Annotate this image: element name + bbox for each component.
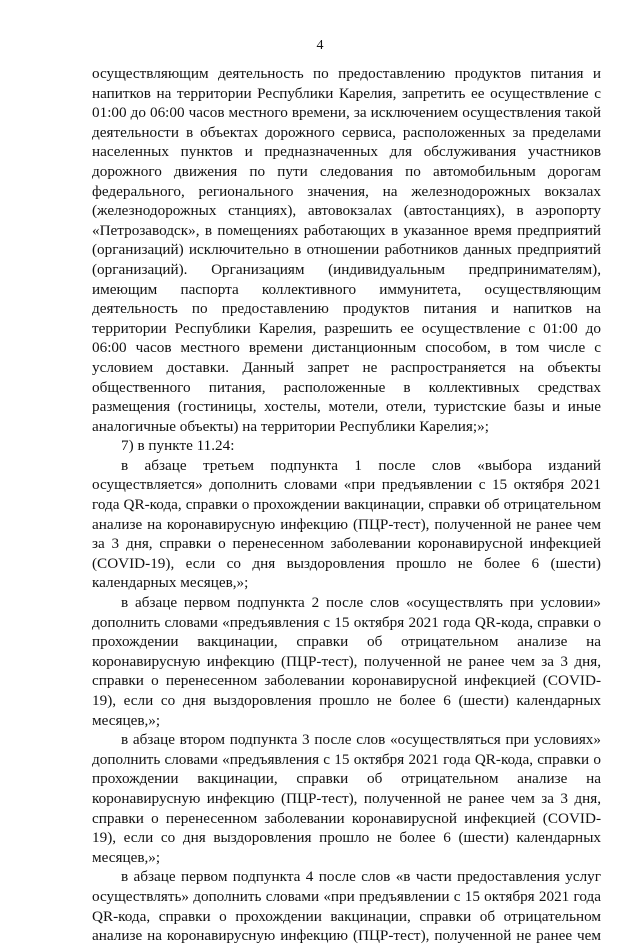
paragraph-item-7: 7) в пункте 11.24: [121, 437, 235, 455]
paragraph-subitem-1: в абзаце третьем подпункта 1 после слов «выбора изданий осуществляется» дополнить словами «при предъявлении с 15 октября 2021 года QR-кода, справки о прохождении вакцинации, справки об отрицательном анализе на коронавирусную инфекцию (ПЦР-тест), полученной не ранее чем за 3 дня, справки о перенесенном заболевании коронавирусной инфекцией (COVID-19), если со дня выздоровления прошло не более 6 (шести) календарных месяцев,»; [92, 456, 601, 592]
paragraph-subitem-4: в абзаце первом подпункта 4 после слов «в части предоставления услуг осуществлять» дополнить словами «при предъявлении с 15 октября 2021 года QR-кода, справки о прохождении вакцинации, справки об отрицательном анализе на коронавирусную инфекцию (ПЦР-тест), полученной не ранее чем [92, 868, 601, 945]
paragraph-subitem-2: в абзаце первом подпункта 2 после слов «осуществлять при условии» дополнить словами «предъявления с 15 октября 2021 года QR-кода, справки о прохождении вакцинации, справки об отрицательном анализе на коронавирусную инфекцию (ПЦР-тест), полученной не ранее чем за 3 дня, справки о перенесенном заболевании коронавирусной инфекцией (COVID-19), если со дня выздоровления прошло не более 6 (шести) календарных месяцев,»; [92, 594, 601, 729]
paragraph-catering-restriction: осуществляющим деятельность по предоставлению продуктов питания и напитков на территории Республики Карелия, запретить ее осуществление с 01:00 до 06:00 часов местного времени, за исключением осуществления такой деятельности в объектах дорожного сервиса, расположенных за пределами населенных пунктов и предназначенных для обслуживания участников дорожного движения по пути следования по автомобильным дорогам федерального, регионального значения, на железнодорожных вокзалах (железнодорожных станциях), автовокзалах (автостанциях), в аэропорту «Петрозаводск», в помещениях работающих в указанное время предприятий (организаций) исключительно в отношении работников данных предприятий (организаций). Организациям (индивидуальным предпринимателям), имеющим паспорта коллективного иммунитета, осуществляющим деятельность по предоставлению продуктов питания и напитков на территории Республики Карелия, разрешить ее осуществление с 01:00 до 06:00 часов местного времени дистанционным способом, в том числе с условием доставки. Данный запрет не распространяется на объекты общественного питания, расположенные в коллективных средствах размещения (гостиницы, хостелы, мотели, отели, туристские базы и иные аналогичные объекты) на территории Республики Карелия;»; [92, 65, 601, 435]
page-number: 4 [316, 38, 324, 53]
document-body [92, 64, 601, 946]
paragraph-subitem-3: в абзаце втором подпункта 3 после слов «осуществляться при условиях» дополнить словами «предъявления с 15 октября 2021 года QR-кода, справки о прохождении вакцинации, справки об отрицательном анализе на коронавирусную инфекцию (ПЦР-тест), полученной не ранее чем за 3 дня, справки о перенесенном заболевании коронавирусной инфекцией (COVID-19), если со дня выздоровления прошло не более 6 (шести) календарных месяцев,»; [92, 731, 601, 866]
